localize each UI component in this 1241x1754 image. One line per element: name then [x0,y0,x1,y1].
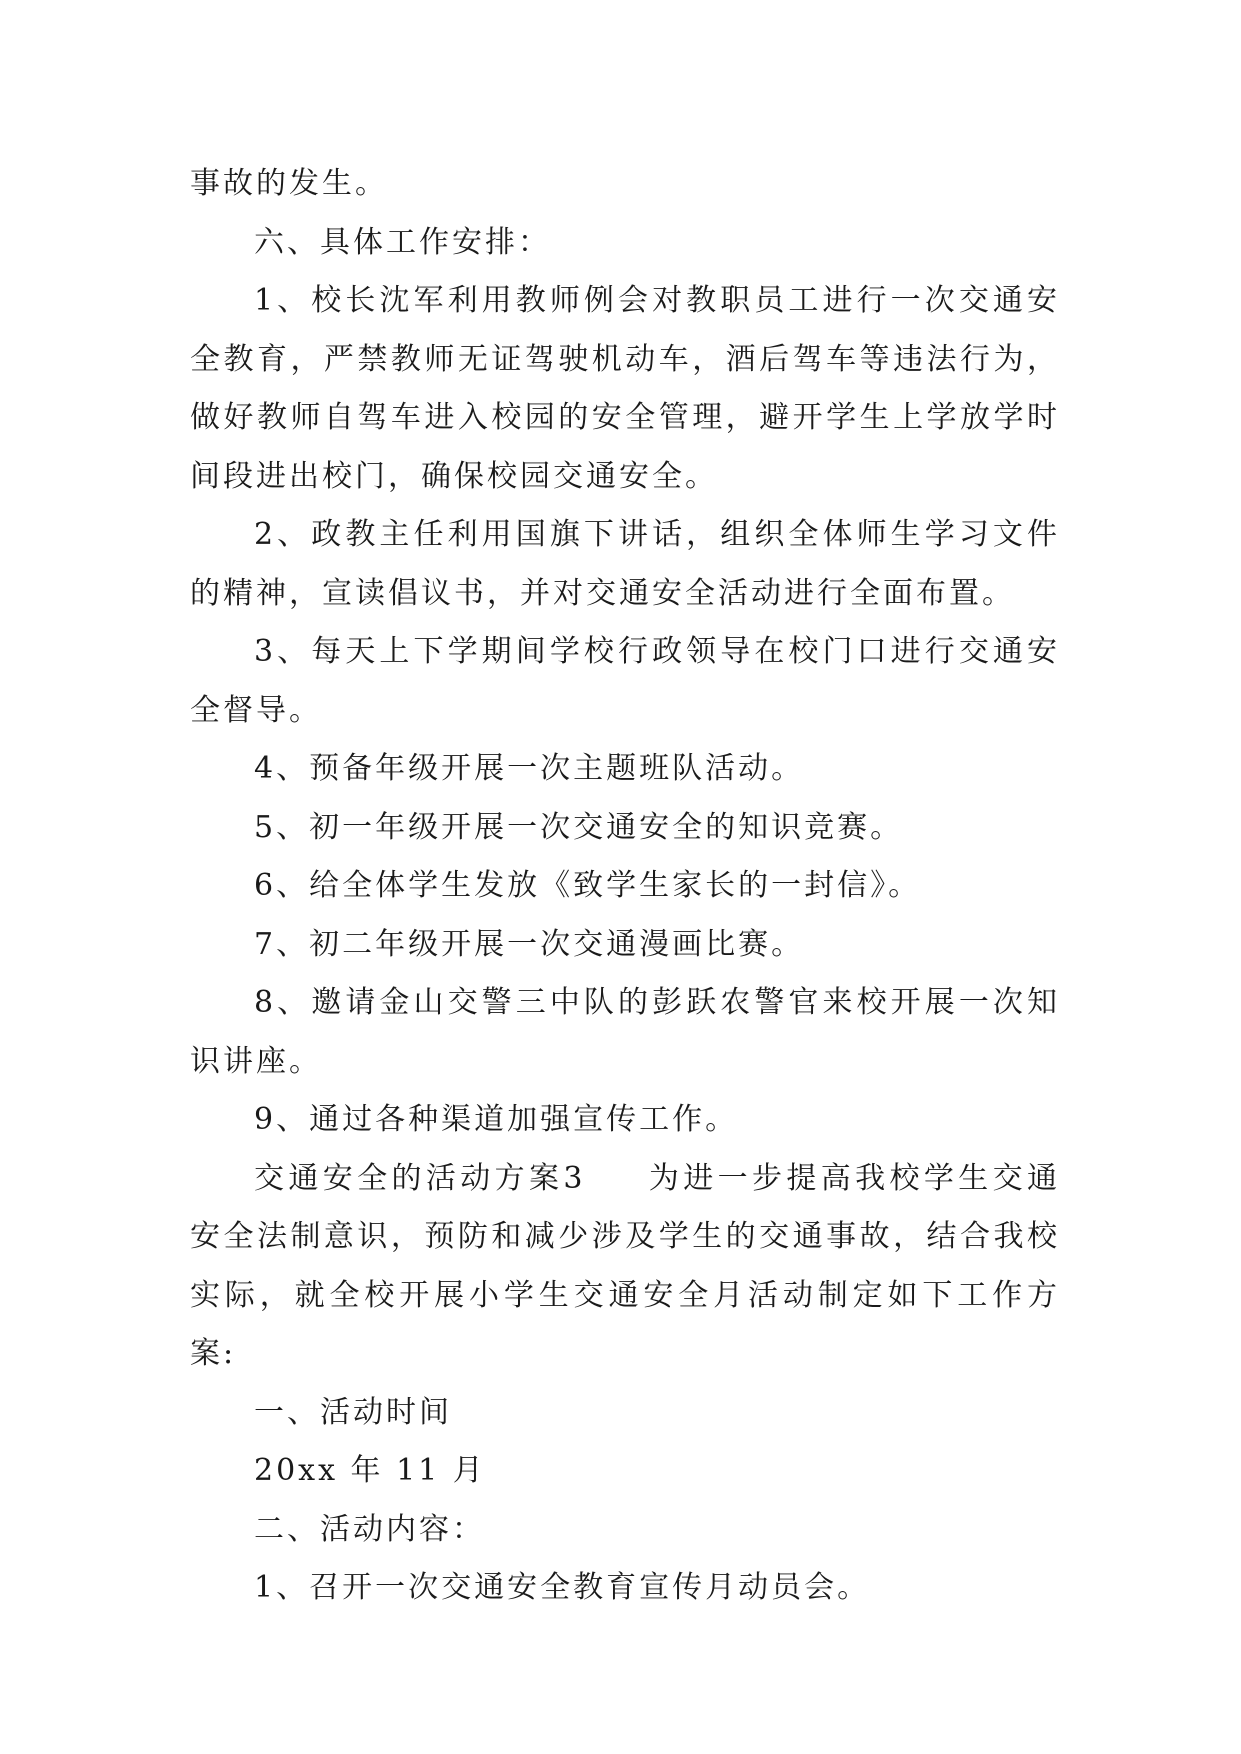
section-heading: 一、活动时间 [254,1394,452,1430]
section-3-paragraph [190,1150,1060,1384]
paragraph: 1、校长沈军利用教师例会对教职员工进行一次交通安全教育，严禁教师无证驾驶机动车，酒后驾车等违法行为，做好教师自驾车进入校园的安全管理，避开学生上学放学时间段进出校门，确保校园交通安全。 [190,283,1060,494]
paragraph: 1、召开一次交通安全教育宣传月动员会。 [254,1570,871,1605]
document-body [190,155,1060,1618]
section-3-body: 为进一步提高我校学生交通安全法制意识，预防和减少涉及学生的交通事故，结合我校实际，就全校开展小学生交通安全月活动制定如下工作方案: [190,1160,1061,1371]
paragraph: 2、政教主任利用国旗下讲话，组织全体师生学习文件的精神，宣读倡议书，并对交通安全活动进行全面布置。 [190,517,1060,611]
paragraph: 3、每天上下学期间学校行政领导在校门口进行交通安全督导。 [190,634,1060,728]
paragraph: 7、初二年级开展一次交通漫画比赛。 [254,926,805,962]
paragraph: 9、通过各种渠道加强宣传工作。 [254,1102,739,1137]
paragraph: 事故的发生。 [190,166,388,201]
paragraph: 4、预备年级开展一次主题班队活动。 [254,751,805,786]
paragraph: 8、邀请金山交警三中队的彭跃农警官来校开展一次知识讲座。 [190,985,1060,1079]
paragraph: 5、初一年级开展一次交通安全的知识竞赛。 [254,809,904,845]
section-heading: 六、具体工作安排： [254,224,551,260]
paragraph: 20xx 年 11 月 [254,1453,486,1488]
section-heading: 二、活动内容： [254,1511,485,1547]
section-3-title: 交通安全的活动方案3 [254,1160,586,1196]
paragraph: 6、给全体学生发放《致学生家长的一封信》。 [254,868,922,903]
